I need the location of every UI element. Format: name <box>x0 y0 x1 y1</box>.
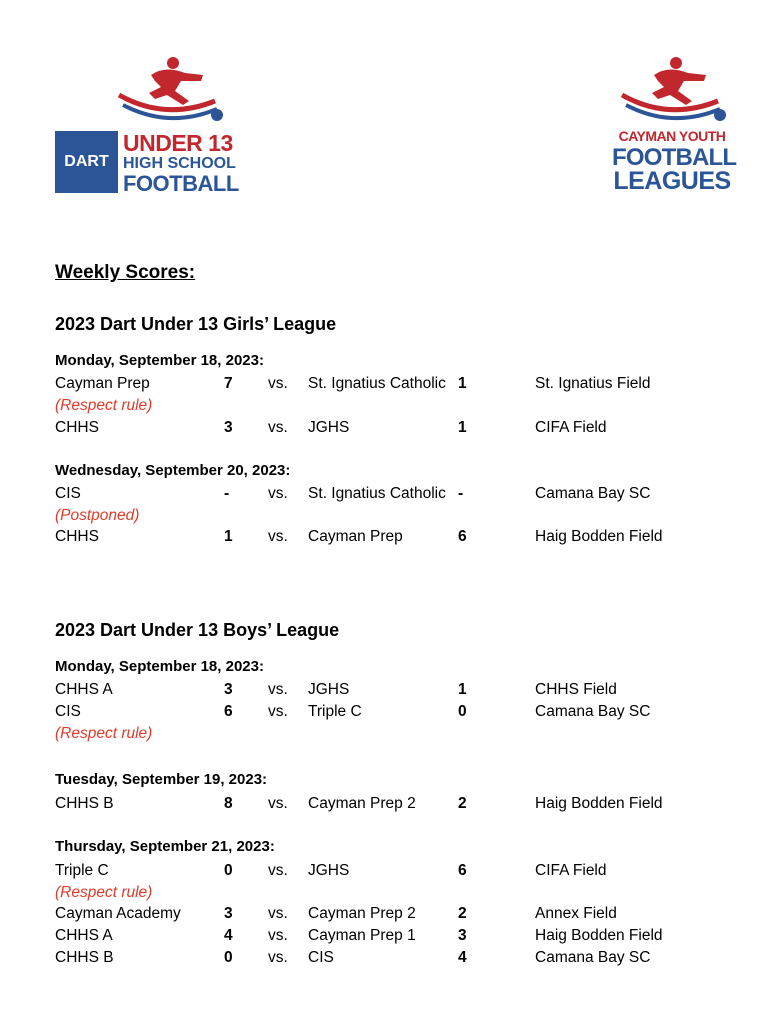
vs-label: vs. <box>268 905 288 922</box>
away-team: St. Ignatius Catholic <box>308 485 446 502</box>
game-row <box>0 528 767 550</box>
away-score: - <box>458 485 464 502</box>
home-team: CHHS <box>55 528 99 545</box>
boys-day-2-date: Tuesday, September 19, 2023: <box>55 771 268 788</box>
vs-label: vs. <box>268 927 288 944</box>
weekly-scores-heading: Weekly Scores: <box>55 262 196 283</box>
girls-day-2-date: Wednesday, September 20, 2023: <box>55 462 291 479</box>
away-score: 1 <box>458 419 467 436</box>
logo-highschool-text: HIGH SCHOOL <box>123 155 236 172</box>
away-score: 4 <box>458 949 467 966</box>
away-team: Cayman Prep 2 <box>308 795 416 812</box>
game-row <box>0 703 767 725</box>
dart-under13-logo <box>55 55 239 196</box>
home-score: 3 <box>224 419 233 436</box>
player-kicking-icon <box>115 55 225 127</box>
game-row <box>0 681 767 703</box>
venue: CIFA Field <box>535 862 607 879</box>
game-row <box>0 375 767 397</box>
home-team: Cayman Prep <box>55 375 150 392</box>
away-team: JGHS <box>308 862 350 879</box>
vs-label: vs. <box>268 375 288 392</box>
away-team: JGHS <box>308 681 350 698</box>
away-team: Cayman Prep 2 <box>308 905 416 922</box>
venue: Haig Bodden Field <box>535 927 663 944</box>
game-row <box>0 905 767 927</box>
away-score: 6 <box>458 862 467 879</box>
venue: Camana Bay SC <box>535 949 651 966</box>
away-score: 1 <box>458 681 467 698</box>
home-team: CHHS A <box>55 681 113 698</box>
vs-label: vs. <box>268 419 288 436</box>
logo-cayman-youth-text: CAYMAN YOUTH <box>618 128 726 144</box>
girls-league-title: 2023 Dart Under 13 Girls’ League <box>55 314 337 334</box>
venue: CHHS Field <box>535 681 617 698</box>
away-team: CIS <box>308 949 334 966</box>
vs-label: vs. <box>268 862 288 879</box>
game-row <box>0 949 767 971</box>
venue: CIFA Field <box>535 419 607 436</box>
away-team: Cayman Prep 1 <box>308 927 416 944</box>
game-row <box>0 795 767 817</box>
away-team: Cayman Prep <box>308 528 403 545</box>
home-score: 6 <box>224 703 233 720</box>
home-score: 7 <box>224 375 233 392</box>
away-team: St. Ignatius Catholic <box>308 375 446 392</box>
home-team: CHHS A <box>55 927 113 944</box>
vs-label: vs. <box>268 528 288 545</box>
vs-label: vs. <box>268 949 288 966</box>
venue: Annex Field <box>535 905 617 922</box>
boys-day-1-date: Monday, September 18, 2023: <box>55 658 264 675</box>
logo-football-text: FOOTBALL <box>123 171 239 196</box>
home-score: 0 <box>224 862 233 879</box>
venue: Haig Bodden Field <box>535 795 663 812</box>
logo-football-text: FOOTBALL <box>612 144 737 171</box>
home-team: CIS <box>55 703 81 720</box>
vs-label: vs. <box>268 681 288 698</box>
home-score: 3 <box>224 905 233 922</box>
player-kicking-icon <box>618 55 728 127</box>
home-score: 3 <box>224 681 233 698</box>
home-team: CIS <box>55 485 81 502</box>
logo-leagues-text: LEAGUES <box>613 167 731 195</box>
game-row <box>0 485 767 507</box>
game-note: (Postponed) <box>55 507 140 524</box>
boys-league-title: 2023 Dart Under 13 Boys’ League <box>55 620 340 640</box>
home-team: CHHS <box>55 419 99 436</box>
venue: Haig Bodden Field <box>535 528 663 545</box>
venue: Camana Bay SC <box>535 485 651 502</box>
home-score: 1 <box>224 528 233 545</box>
away-score: 6 <box>458 528 467 545</box>
game-row <box>0 927 767 949</box>
game-row <box>0 862 767 884</box>
home-team: CHHS B <box>55 795 114 812</box>
home-team: CHHS B <box>55 949 114 966</box>
home-team: Cayman Academy <box>55 905 181 922</box>
away-score: 1 <box>458 375 467 392</box>
boys-day-3-date: Thursday, September 21, 2023: <box>55 838 275 855</box>
away-team: JGHS <box>308 419 350 436</box>
home-score: 0 <box>224 949 233 966</box>
game-note: (Respect rule) <box>55 397 153 414</box>
girls-day-1-date: Monday, September 18, 2023: <box>55 352 264 369</box>
away-score: 2 <box>458 795 467 812</box>
away-score: 2 <box>458 905 467 922</box>
vs-label: vs. <box>268 703 288 720</box>
vs-label: vs. <box>268 795 288 812</box>
away-score: 3 <box>458 927 467 944</box>
home-score: 8 <box>224 795 233 812</box>
away-score: 0 <box>458 703 467 720</box>
home-score: - <box>224 485 230 502</box>
away-team: Triple C <box>308 703 362 720</box>
home-team: Triple C <box>55 862 109 879</box>
game-note: (Respect rule) <box>55 884 153 901</box>
home-score: 4 <box>224 927 233 944</box>
venue: St. Ignatius Field <box>535 375 651 392</box>
game-row <box>0 419 767 441</box>
game-note: (Respect rule) <box>55 725 153 742</box>
cayman-youth-logo <box>612 55 737 195</box>
logo-under13-text: UNDER 13 <box>123 130 233 156</box>
dart-badge: DART <box>55 131 118 193</box>
venue: Camana Bay SC <box>535 703 651 720</box>
vs-label: vs. <box>268 485 288 502</box>
